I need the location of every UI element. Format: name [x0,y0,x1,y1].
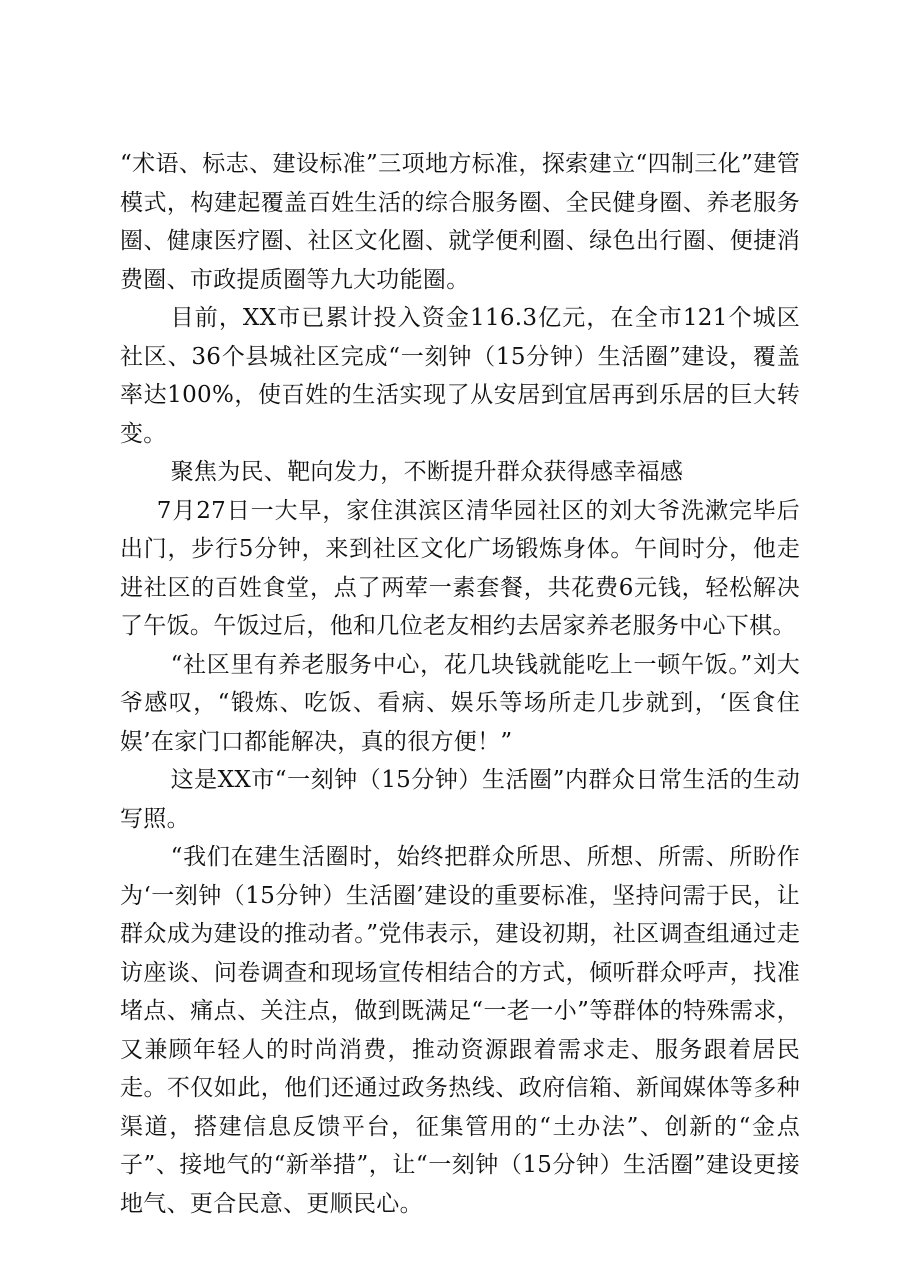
section-heading: 聚焦为民、靶向发力，不断提升群众获得感幸福感 [170,459,684,485]
paragraph-investment: 目前，XX市已累计投入资金116.3亿元，在全市121个城区社区、36个县城社区完成“一刻钟（15分钟）生活圈”建设，覆盖率达100%，使百姓的生活实现了从安居到宜居再到乐居的巨大转变。 [120,305,800,447]
paragraph-portrait: 这是XX市“一刻钟（15分钟）生活圈”内群众日常生活的生动写照。 [120,767,800,832]
paragraph-standards: “术语、标志、建设标准”三项地方标准，探索建立“四制三化”建管模式，构建起覆盖百姓生活的综合服务圈、全民健身圈、养老服务圈、健康医疗圈、社区文化圈、就学便利圈、绿色出行圈、便捷消费圈、市政提质圈等九大功能圈。 [120,151,800,293]
paragraph-liu-daye-quote: “社区里有养老服务中心，花几块钱就能吃上一顿午饭。”刘大爷感叹，“锻炼、吃饭、看病、娱乐等场所走几步就到，‘医食住娱’在家门口都能解决，真的很方便！” [120,651,800,755]
paragraph-dang-wei: “我们在建生活圈时，始终把群众所思、所想、所需、所盼作为‘一刻钟（15分钟）生活圈’建设的重要标准，坚持问需于民，让群众成为建设的推动者。”党伟表示，建设初期，社区调查组通过走访座谈、问卷调查和现场宣传相结合的方式，倾听群众呼声，找准堵点、痛点、关注点，做到既满足“一老一小”等群体的特殊需求，又兼顾年轻人的时尚消费，推动资源跟着需求走、服务跟着居民走。不仅如此，他们还通过政务热线、政府信箱、新闻媒体等多种渠道，搭建信息反馈平台，征集管用的“土办法”、创新的“金点子”、接地气的“新举措”，让“一刻钟（15分钟）生活圈”建设更接地气、更合民意、更顺民心。 [120,844,800,1217]
paragraph-liu-daye-morning: 7月27日一大早，家住淇滨区清华园社区的刘大爷洗漱完毕后出门，步行5分钟，来到社区文化广场锻炼身体。午间时分，他走进社区的百姓食堂，点了两荤一素套餐，共花费6元钱，轻松解决了午饭。午饭过后，他和几位老友相约去居家养老服务中心下棋。 [120,497,800,639]
document-body [120,145,800,1223]
